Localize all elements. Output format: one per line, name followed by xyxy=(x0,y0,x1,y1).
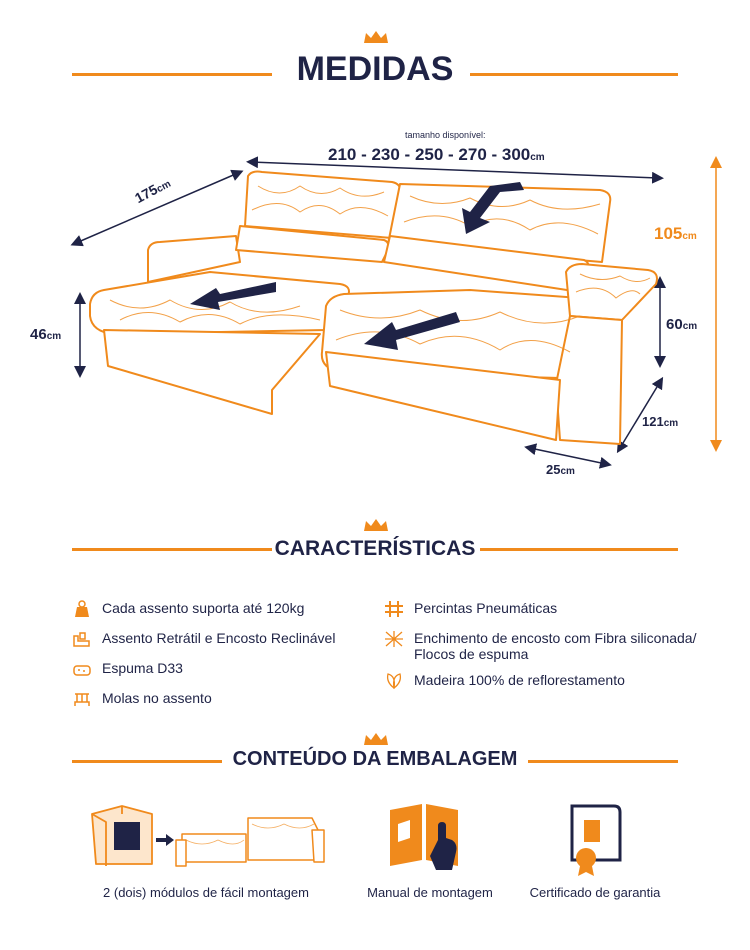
available-size-label: tamanho disponível: xyxy=(405,130,486,140)
feature-recline xyxy=(72,630,335,648)
package-label-manual: Manual de montagem xyxy=(367,885,493,900)
base-left xyxy=(104,330,320,414)
package-label-certificate: Certificado de garantia xyxy=(529,885,661,900)
modules-icon xyxy=(86,800,326,872)
arm-width-arrow xyxy=(530,448,606,464)
feature-text: Madeira 100% de reflorestamento xyxy=(414,672,625,688)
webbing-icon xyxy=(384,600,404,618)
section-title-caracteristicas: CARACTERÍSTICAS xyxy=(274,537,476,560)
fiber-icon xyxy=(384,630,404,648)
feature-text: Assento Retrátil e Encosto Reclinável xyxy=(102,630,336,646)
springs-icon xyxy=(72,690,92,708)
depth-value: 175 xyxy=(132,181,161,207)
arm-width-unit: cm xyxy=(560,466,575,477)
feature-text: Percintas Pneumáticas xyxy=(414,600,558,616)
arm-height-unit: cm xyxy=(682,321,698,332)
depth-unit: cm xyxy=(154,178,173,196)
weight-icon xyxy=(72,600,92,618)
seat-height-unit: cm xyxy=(46,331,62,342)
seat-left xyxy=(90,272,349,334)
foam-icon xyxy=(72,660,92,678)
feature-wood xyxy=(384,672,625,690)
feature-text: Cada assento suporta até 120kg xyxy=(102,600,305,616)
right-arm-top xyxy=(566,264,657,320)
width-unit: cm xyxy=(530,152,545,163)
manual-icon xyxy=(386,800,466,872)
feature-webbing xyxy=(384,600,557,618)
total-height-unit: cm xyxy=(682,231,697,242)
arm-height-value: 60 xyxy=(666,316,683,333)
arm-depth-value: 121 xyxy=(642,414,664,429)
section-title-medidas: MEDIDAS xyxy=(296,50,454,88)
feature-text: Espuma D33 xyxy=(102,660,183,676)
right-arm-side xyxy=(556,316,622,444)
feature-foam xyxy=(72,660,183,678)
feature-springs xyxy=(72,690,212,708)
total-height-value: 105 xyxy=(654,224,683,243)
section-title-conteudo: CONTEÚDO DA EMBALAGEM xyxy=(232,748,518,770)
depth-arrow xyxy=(76,173,238,243)
crown-icon xyxy=(363,732,389,746)
feature-text: Enchimento de encosto com Fibra siliconada/ Flocos de espuma xyxy=(414,630,697,662)
feature-text: Molas no assento xyxy=(102,690,212,706)
certificate-icon xyxy=(560,800,630,876)
feature-weight xyxy=(72,600,304,618)
feature-fiber xyxy=(384,630,724,662)
arm-depth-arrow xyxy=(620,382,660,448)
crown-icon xyxy=(363,518,389,532)
leaf-icon xyxy=(384,672,404,690)
arm-width-value: 25 xyxy=(546,462,561,477)
recline-icon xyxy=(72,630,92,648)
width-values: 210 - 230 - 250 - 270 - 300 xyxy=(328,145,531,164)
arm-depth-unit: cm xyxy=(663,418,679,429)
package-label-modules: 2 (dois) módulos de fácil montagem xyxy=(103,885,309,900)
seat-height-value: 46 xyxy=(30,326,47,343)
